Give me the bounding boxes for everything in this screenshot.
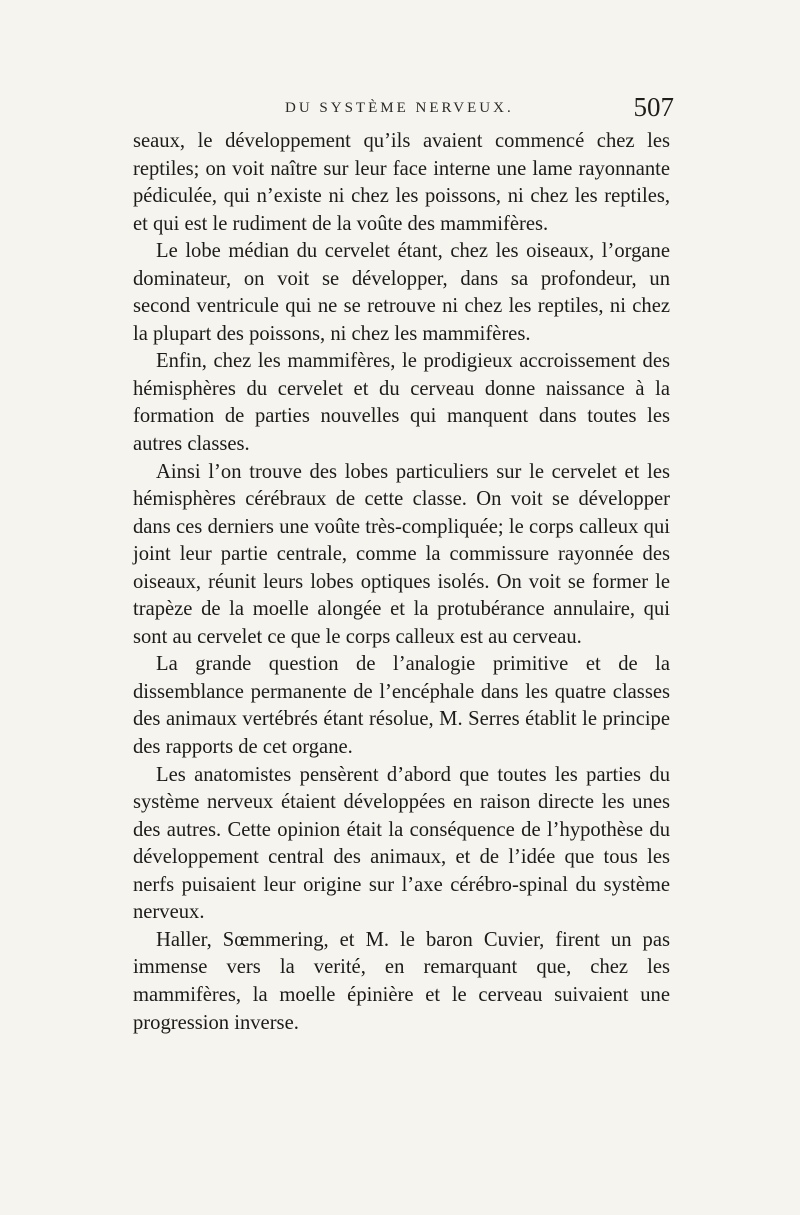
page-number: 507 bbox=[633, 92, 674, 122]
paragraph-3: Enfin, chez les mammifères, le prodigieux accroissement des hémisphères du cervelet et du cerveau donne naissance à la formation de parties nouvelles qui manquent dans toutes les autres classes. bbox=[133, 350, 670, 456]
paragraph-7: Haller, Sœmmering, et M. le baron Cuvier, firent un pas immense vers la verité, en remarquant que, chez les mammifères, la moelle épinière et le cerveau suivaient une progression inverse. bbox=[133, 928, 670, 1034]
paragraph-2: Le lobe médian du cervelet étant, chez les oiseaux, l’organe dominateur, on voit se développer, dans sa profondeur, un second ventricule qui ne se retrouve ni chez les reptiles, ni chez la plupart des poissons, ni chez les mammifères. bbox=[133, 240, 670, 345]
paragraph-5: La grande question de l’analogie primitive et de la dissemblance permanente de l’encéphale dans les quatre classes des animaux vertébrés étant résolue, M. Serres établit le principe des rapports de cet organe. bbox=[133, 653, 670, 759]
paragraph-4: Ainsi l’on trouve des lobes particuliers sur le cervelet et les hémisphères cérébraux de cette classe. On voit se développer dans ces derniers une voûte très-compliquée; le corps calleux qui joint leur partie centrale, comme la commissure rayonnée des oiseaux, réunit leurs lobes optiques isolés. On voit se former le trapèze de la moelle alongée et la protubérance annulaire, qui sont au cervelet ce que le corps calleux est au cerveau. bbox=[133, 460, 670, 648]
paragraph-1: seaux, le développement qu’ils avaient commencé chez les reptiles; on voit naître sur leur face interne une lame rayonnante pédiculée, qui n’existe ni chez les poissons, ni chez les reptiles, et qui est le rudiment de la voûte des mammifères. bbox=[133, 130, 670, 235]
paragraph-6: Les anatomistes pensèrent d’abord que toutes les parties du système nerveux étaient développées en raison directe les unes des autres. Cette opinion était la conséquence de l’hypothèse du développement central des animaux, et de l’idée que tous les nerfs puisaient leur origine sur l’axe cérébro-spinal du système nerveux. bbox=[133, 763, 670, 924]
running-head bbox=[133, 94, 678, 126]
running-title: DU SYSTÈME NERVEUX. bbox=[285, 100, 514, 116]
body-text bbox=[133, 128, 670, 1037]
